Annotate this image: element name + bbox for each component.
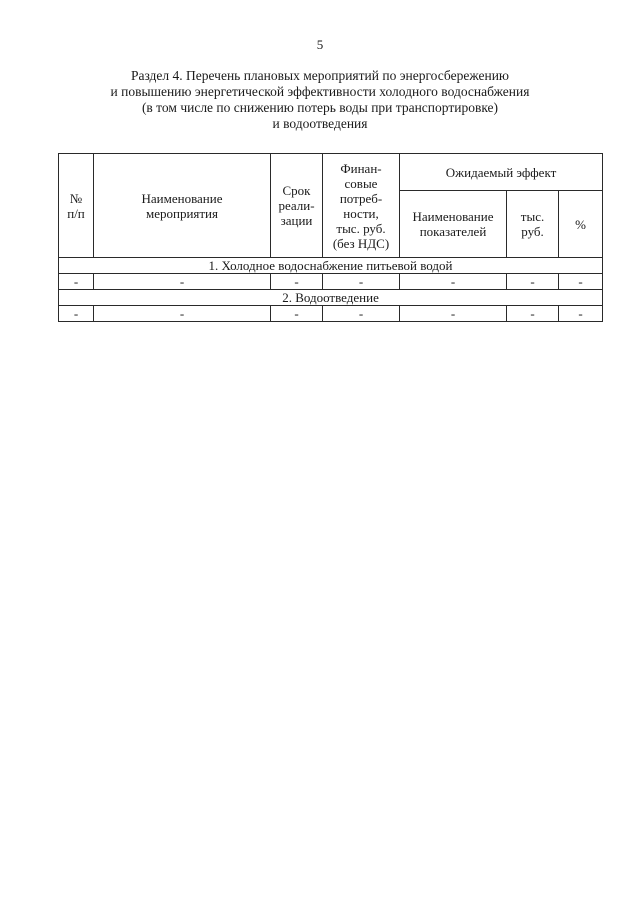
header-finance-line5: тыс. руб.: [336, 220, 386, 236]
header-finance: [323, 154, 400, 258]
cell-percent: -: [559, 274, 603, 290]
table-row: [59, 274, 603, 290]
header-number-line2: п/п: [67, 205, 85, 221]
header-expected-effect: Ожидаемый эффект: [400, 154, 603, 191]
header-indicator-line1: Наименование: [412, 209, 494, 224]
header-measure-name-line1: Наименование: [141, 190, 223, 206]
header-number: [59, 154, 94, 258]
cell-term: -: [271, 306, 323, 322]
header-term-line2: реали-: [278, 198, 315, 213]
cell-measure-name: -: [94, 306, 271, 322]
section-heading: [60, 68, 580, 132]
heading-line-4: и водоотведения: [272, 116, 368, 131]
cell-thousand-rub: -: [507, 306, 559, 322]
header-percent: %: [559, 191, 603, 258]
header-thousand-line1: тыс.: [520, 209, 545, 224]
cell-finance: -: [323, 274, 400, 290]
header-term-line1: Срок: [282, 183, 311, 198]
header-indicator-name: [400, 191, 507, 258]
cell-measure-name: -: [94, 274, 271, 290]
header-measure-name: [94, 154, 271, 258]
cell-number: -: [59, 306, 94, 322]
measures-table: [58, 153, 603, 322]
heading-line-1: Раздел 4. Перечень плановых мероприятий по энергосбережению: [130, 68, 510, 83]
header-indicator-line2: показателей: [419, 224, 487, 239]
section-title-wastewater: 2. Водоотведение: [59, 290, 603, 306]
header-finance-line6: (без НДС): [332, 235, 390, 251]
cell-number: -: [59, 274, 94, 290]
section-title-cold-water: 1. Холодное водоснабжение питьевой водой: [59, 258, 603, 274]
header-finance-line3: потреб-: [339, 190, 383, 206]
header-measure-name-line2: мероприятия: [145, 205, 218, 221]
heading-line-2: и повышению энергетической эффективности холодного водоснабжения: [110, 84, 530, 99]
table-header-row: [59, 154, 603, 191]
section-row-wastewater: [59, 290, 603, 306]
heading-line-3: (в том числе по снижению потерь воды при транспортировке): [141, 100, 499, 115]
page-number: 5: [316, 37, 324, 52]
cell-thousand-rub: -: [507, 274, 559, 290]
cell-finance: -: [323, 306, 400, 322]
table-row: [59, 306, 603, 322]
header-term: [271, 154, 323, 258]
cell-percent: -: [559, 306, 603, 322]
header-thousand-rub: [507, 191, 559, 258]
header-finance-line2: совые: [344, 175, 378, 191]
cell-term: -: [271, 274, 323, 290]
header-term-line3: зации: [280, 213, 313, 228]
section-row-cold-water: [59, 258, 603, 274]
cell-indicator: -: [400, 274, 507, 290]
header-thousand-line2: руб.: [521, 224, 544, 239]
cell-indicator: -: [400, 306, 507, 322]
header-number-line1: №: [69, 190, 83, 206]
header-finance-line1: Финан-: [340, 160, 382, 176]
header-finance-line4: ности,: [343, 205, 379, 221]
